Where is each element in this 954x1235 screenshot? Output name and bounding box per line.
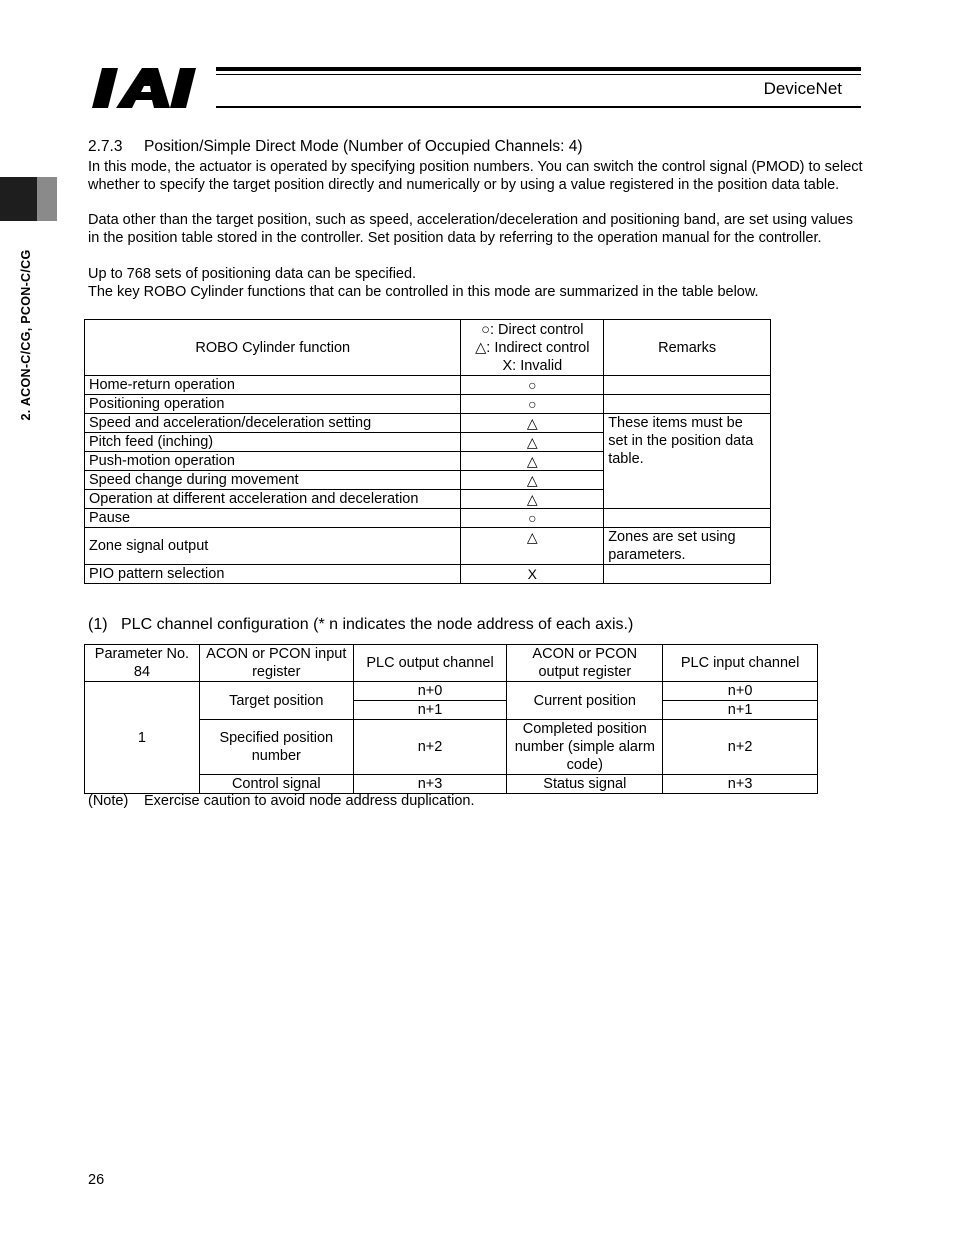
plc-output-channel: n+2 [353,720,507,775]
header-acon-input: ACON or PCON input register [199,645,353,682]
positioning-data-paragraph: Up to 768 sets of positioning data can be specified. [88,266,417,282]
header-remarks: Remarks [604,320,771,376]
table-row [85,682,818,701]
legend-indirect: △: Indirect control [475,339,590,356]
current-position: Current position [507,682,663,720]
remarks-position-data: These items must be set in the position data table. [604,414,771,509]
function-cell: Speed change during movement [85,471,461,490]
side-tab-dark-block [0,177,37,221]
summary-paragraph: The key ROBO Cylinder functions that can be controlled in this mode are summarized in the table below. [88,284,759,300]
remarks-zone: Zones are set using parameters. [604,528,771,565]
plc-output-channel: n+0 [353,682,507,701]
target-position: Target position [199,682,353,720]
remarks-cell [604,565,771,584]
function-cell: Operation at different acceleration and deceleration [85,490,461,509]
intro-paragraph: In this mode, the actuator is operated by specifying position numbers. You can switch the control signal (PMOD) to select whether to specify the target position directly and numerically or by using a value registered in the position data table. [88,159,863,193]
plc-channel-table [84,644,818,794]
table-row [85,509,771,528]
mark-cell: ○ [461,395,604,414]
header-title: DeviceNet [763,79,842,98]
specified-position-number: Specified position number [199,720,353,775]
iai-logo [92,64,212,112]
completed-position-number: Completed position number (simple alarm code) [507,720,663,775]
plc-section-heading [88,616,633,634]
functions-table [84,319,771,584]
remarks-cell [604,395,771,414]
table-row [85,528,771,565]
function-cell: Pitch feed (inching) [85,433,461,452]
function-cell: Home-return operation [85,376,461,395]
header-rule-thin [216,74,861,75]
function-cell: PIO pattern selection [85,565,461,584]
section-heading: Position/Simple Direct Mode (Number of Occupied Channels: 4) [144,138,583,155]
table-header-row [85,645,818,682]
position-table-paragraph: Data other than the target position, such as speed, acceleration/deceleration and positioning band, are set using values in the position table stored in the controller. Set position data by referring to the operation manual for the controller. [88,212,853,246]
header-acon-output: ACON or PCON output register [507,645,663,682]
function-cell: Zone signal output [85,528,461,565]
header-legend [461,320,604,376]
note [88,793,474,809]
note-text: Exercise caution to avoid node address duplication. [144,793,475,809]
remarks-cell [604,376,771,395]
table-header-row [85,320,771,376]
mark-cell: ○ [461,509,604,528]
page-number: 26 [88,1172,105,1188]
mark-cell: ○ [461,376,604,395]
table-row [85,565,771,584]
mark-cell: △ [461,471,604,490]
plc-input-channel: n+1 [663,701,818,720]
plc-input-channel: n+2 [663,720,818,775]
table-row [85,395,771,414]
table-row [85,414,771,433]
section-title [88,138,583,156]
legend-direct: ○: Direct control [481,321,584,338]
plc-output-channel: n+3 [353,775,507,794]
mark-cell: X [461,565,604,584]
status-signal: Status signal [507,775,663,794]
function-cell: Positioning operation [85,395,461,414]
plc-output-channel: n+1 [353,701,507,720]
mark-cell: △ [461,490,604,509]
note-label: (Note) [88,793,129,809]
plc-section-number: (1) [88,616,108,633]
control-signal: Control signal [199,775,353,794]
header-function: ROBO Cylinder function [85,320,461,376]
mark-cell: △ [461,528,604,565]
plc-input-channel: n+3 [663,775,818,794]
section-number: 2.7.3 [88,138,123,155]
header-rule-bottom [216,106,861,108]
mark-cell: △ [461,414,604,433]
plc-input-channel: n+0 [663,682,818,701]
legend-invalid: X: Invalid [502,357,563,374]
parameter-value: 1 [85,682,200,794]
mark-cell: △ [461,433,604,452]
header-parameter: Parameter No. 84 [85,645,200,682]
function-cell: Pause [85,509,461,528]
side-tab-gray-block [37,177,57,221]
header-rule-thick [216,67,861,71]
plc-section-title: PLC channel configuration (* n indicates the node address of each axis.) [121,616,634,633]
function-cell: Push-motion operation [85,452,461,471]
remarks-cell [604,509,771,528]
mark-cell: △ [461,452,604,471]
function-cell: Speed and acceleration/deceleration setting [85,414,461,433]
header-plc-input: PLC input channel [663,645,818,682]
table-row [85,376,771,395]
header-plc-output: PLC output channel [353,645,507,682]
